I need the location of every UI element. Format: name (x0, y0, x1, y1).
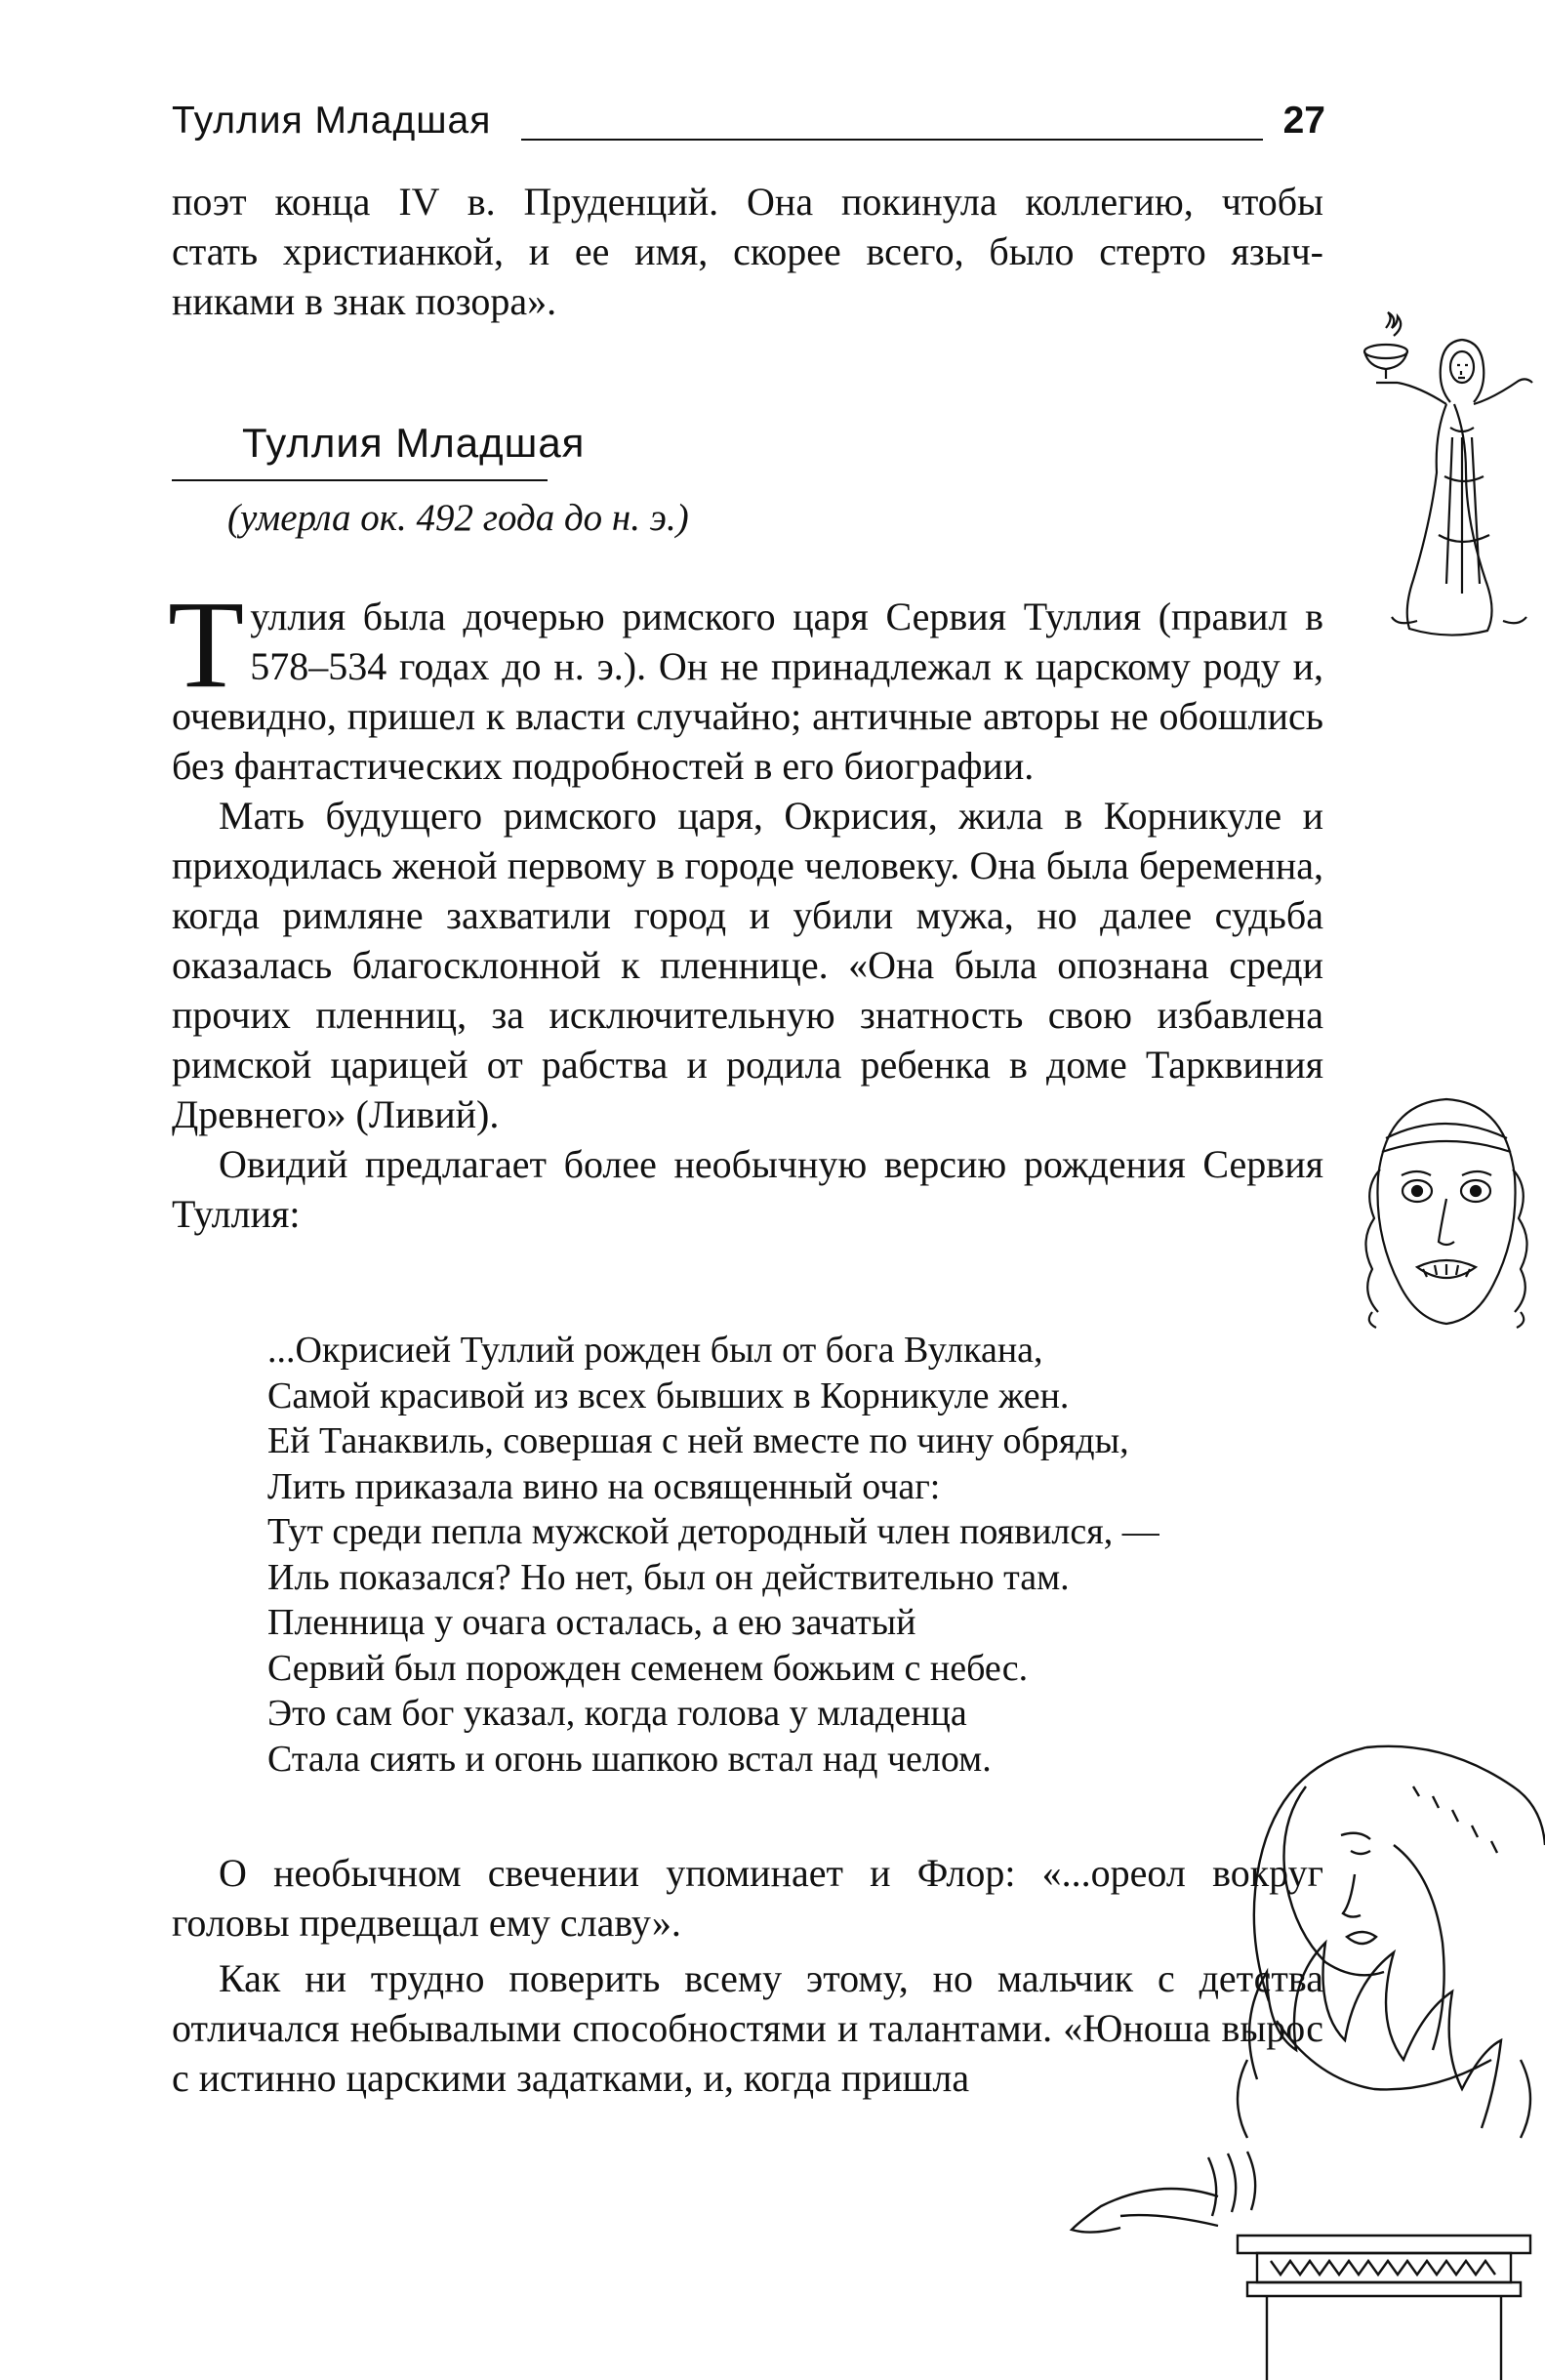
intro-line: стать христианкой, и ее имя, скорее всего, было стерто языч- (172, 229, 1323, 273)
verse-line: Стала сиять и огонь шапкою встал над челом. (267, 1738, 992, 1780)
running-header (172, 100, 1325, 158)
verse-line: Иль показался? Но нет, был он действительно там. (267, 1556, 1070, 1598)
section-dates: (умерла ок. 492 года до н. э.) (227, 497, 689, 539)
paragraph: О необычном свечении упоминает и Флор: «...ореол вокруг головы предвещал ему славу». (172, 1851, 1323, 1945)
page-number: 27 (1282, 100, 1325, 142)
verse-line: Пленница у очага осталась, а ею зачатый (267, 1602, 916, 1643)
body-text (168, 575, 1323, 1239)
dropcap: Т (168, 575, 245, 714)
verse-line: Самой красивой из всех бывших в Корникуле жен. (267, 1375, 1070, 1416)
intro-line: поэт конца IV в. Пруденций. Она покинула коллегию, чтобы (172, 180, 1323, 224)
verse-quote (267, 1328, 1159, 1782)
woman-with-fire-illustration (1062, 1728, 1545, 2380)
intro-paragraph (172, 177, 1323, 326)
verse-line: Это сам бог указал, когда голова у младенца (267, 1693, 967, 1734)
verse-line: Лить приказала вино на освященный очаг: (267, 1465, 941, 1507)
verse-line: ...Окрисией Туллий рожден был от бога Вулкана, (267, 1330, 1043, 1371)
paragraph: Овидий предлагает более необычную версию рождения Сервия Туллия: (172, 1142, 1323, 1236)
theatre-mask-illustration (1359, 1082, 1534, 1355)
vestal-figure-illustration (1357, 310, 1542, 662)
section-title: Туллия Младшая (242, 420, 586, 466)
intro-line: никами в знак позора». (172, 279, 557, 323)
verse-line: Тут среди пепла мужской детородный член появился, — (267, 1511, 1159, 1552)
paragraph: Как ни трудно поверить всему этому, но мальчик с детства отличался небывалыми способностями и талантами. «Юноша вырос с истинно царскими задатками, и, когда пришла (172, 1956, 1323, 2100)
running-title: Туллия Младшая (172, 100, 492, 142)
paragraph (168, 575, 1323, 791)
verse-line: Ей Танаквиль, совершая с ней вместе по чину обряды, (267, 1420, 1129, 1461)
paragraph-text: уллия была дочерью римского царя Сервия Туллия (правил в 578–534 годах до н. э.). Он не принадлежал к царскому роду и, очевидно, пришел к власти случайно; античные авторы не обошлись без фантастических подробностей в его биографии. (172, 595, 1323, 788)
header-rule (521, 139, 1263, 141)
paragraph: Мать будущего римского царя, Окрисия, жила в Корникуле и приходилась женой первому в городе человеку. Она была беременна, когда римляне захватили город и убили мужа, но далее судьба оказалась благосклонной к пленнице. «Она была опознана среди прочих пленниц, за исключительную знатность свою избавлена римской царицей от рабства и родила ребенка в доме Тарквиния Древнего» (Ливий). (172, 794, 1323, 1136)
verse-line: Сервий был порожден семенем божьим с небес. (267, 1647, 1029, 1689)
section-rule (172, 479, 548, 481)
